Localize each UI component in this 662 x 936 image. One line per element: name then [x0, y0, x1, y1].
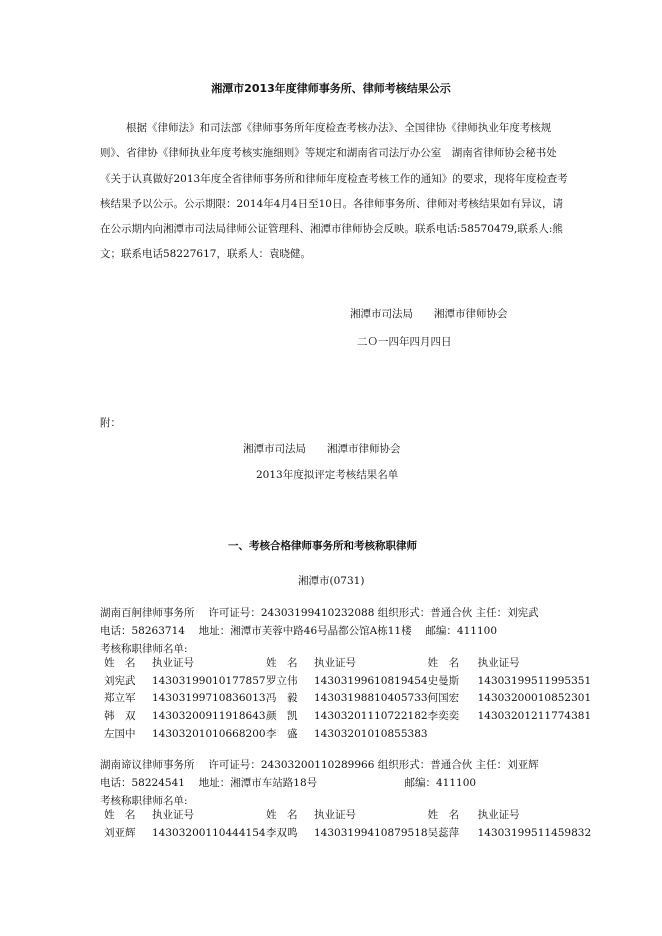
license-number: 14303199710836013: [152, 692, 266, 705]
firm-info-line: 湖南谛议律师事务所 许可证号：24303200110289966 组织形式：普通合伙 主任：刘亚辉: [100, 759, 539, 771]
lawyer-name: 冯 毅: [266, 692, 298, 705]
signature-date: 二Ｏ一四年四月四日: [357, 336, 452, 348]
license-number: 14303201110722182: [314, 710, 428, 723]
lawyer-name: 李双鸣: [266, 826, 298, 839]
lawyer-name: 郑立军: [104, 692, 136, 705]
table-row: [100, 726, 591, 744]
license-number: 14303198810405733: [314, 692, 428, 705]
intro-paragraph: [100, 116, 570, 268]
license-number: 14303199610819454: [314, 674, 428, 687]
header-name: 姓 名: [266, 657, 298, 669]
lawyer-name: [428, 726, 478, 744]
header-name: 姓 名: [427, 809, 460, 821]
license-number: 14303199511459832: [477, 826, 592, 839]
lawyer-name: 李奕奕: [427, 710, 460, 723]
license-number: 14303199410879518: [314, 826, 428, 839]
table-row: [100, 825, 591, 843]
table-row: [100, 690, 591, 708]
header-license: 执业证号: [152, 657, 194, 669]
header-license: 执业证号: [314, 809, 356, 821]
lawyer-name: 刘亚辉: [104, 826, 136, 839]
header-license: 执业证号: [152, 809, 194, 821]
attachment-subtitle: 2013年度拟评定考核结果名单: [256, 469, 399, 481]
table-header-row: [100, 655, 591, 673]
license-number: 14303199010177857: [152, 674, 266, 687]
table-header-row: [100, 807, 591, 825]
table-row: [100, 673, 591, 691]
lawyer-name: 吴蕊萍: [427, 826, 460, 839]
lawyer-name: 刘宪武: [104, 674, 136, 687]
license-number: 14303200911918643: [152, 710, 266, 723]
header-name: 姓 名: [266, 809, 298, 821]
section-heading: 一、考核合格律师事务所和考核称职律师: [228, 540, 417, 552]
page-title: 湘潭市2013年度律师事务所、律师考核结果公示: [211, 82, 451, 95]
license-number: [478, 726, 592, 744]
firm-contact-line: 电话：58224541 地址：湘潭市车站路18号 邮编：411100: [100, 777, 477, 789]
license-number: 14303201010668200: [152, 727, 266, 740]
lawyer-name: 罗立伟: [266, 674, 298, 687]
license-number: 14303201010855383: [314, 727, 428, 740]
header-license: 执业证号: [477, 657, 520, 669]
lawyer-table: [100, 655, 591, 744]
license-number: 14303200010852301: [477, 692, 592, 705]
license-number: 14303201211774381: [477, 710, 592, 723]
header-name: 姓 名: [104, 809, 136, 821]
attachment-orgs: 湘潭市司法局 湘潭市律师协会: [243, 443, 401, 455]
section-city: 湘潭市(0731): [298, 575, 365, 587]
lawyer-name: 韩 双: [104, 710, 136, 723]
firm-contact-line: 电话：58263714 地址：湘潭市芙蓉中路46号晶都公馆A栋11楼 邮编：411100: [100, 625, 498, 637]
signature-orgs: 湘潭市司法局 湘潭市律师协会: [350, 308, 508, 320]
header-name: 姓 名: [104, 657, 136, 669]
header-license: 执业证号: [314, 657, 356, 669]
header-name: 姓 名: [427, 657, 460, 669]
lawyer-name: 颜 凯: [266, 710, 298, 723]
license-number: 14303200110444154: [152, 826, 266, 839]
lawyer-list-label: 考核称职律师名单:: [100, 643, 188, 655]
lawyer-name: 何国宏: [427, 692, 460, 705]
header-license: 执业证号: [477, 809, 520, 821]
firm-info-line: 湖南百舸律师事务所 许可证号：24303199410232088 组织形式：普通合伙 主任：刘宪武: [100, 607, 539, 619]
table-row: [100, 708, 591, 726]
lawyer-list-label: 考核称职律师名单:: [100, 795, 188, 807]
lawyer-table: [100, 807, 591, 842]
intro-text: 根据《律师法》和司法部《律师事务所年度检查考核办法》、全国律协《律师执业年度考核规则》、省律协《律师执业年度考核实施细则》等规定和湖南省司法厅办公室 湖南省律师协会秘书处《关于认真做好2013年度全省律师事务所和律师年度检查考核工作的通知》的要求，现将年度检查考核结果予以公示。公示期限：2014年4月4日至10日。各律师事务所、律师对考核结果如有异议，请在公示期内向湘潭市司法局律师公证管理科、湘潭市律师协会反映。联系电话:58570479,联系人:熊文；联系电话58227617，联系人：袁晓健。: [100, 122, 568, 261]
license-number: 14303199511995351: [477, 674, 592, 687]
lawyer-name: 左国中: [104, 727, 136, 740]
lawyer-name: 史曼斯: [427, 674, 460, 687]
lawyer-name: 李 盛: [266, 727, 298, 740]
attachment-label: 附：: [100, 417, 121, 429]
